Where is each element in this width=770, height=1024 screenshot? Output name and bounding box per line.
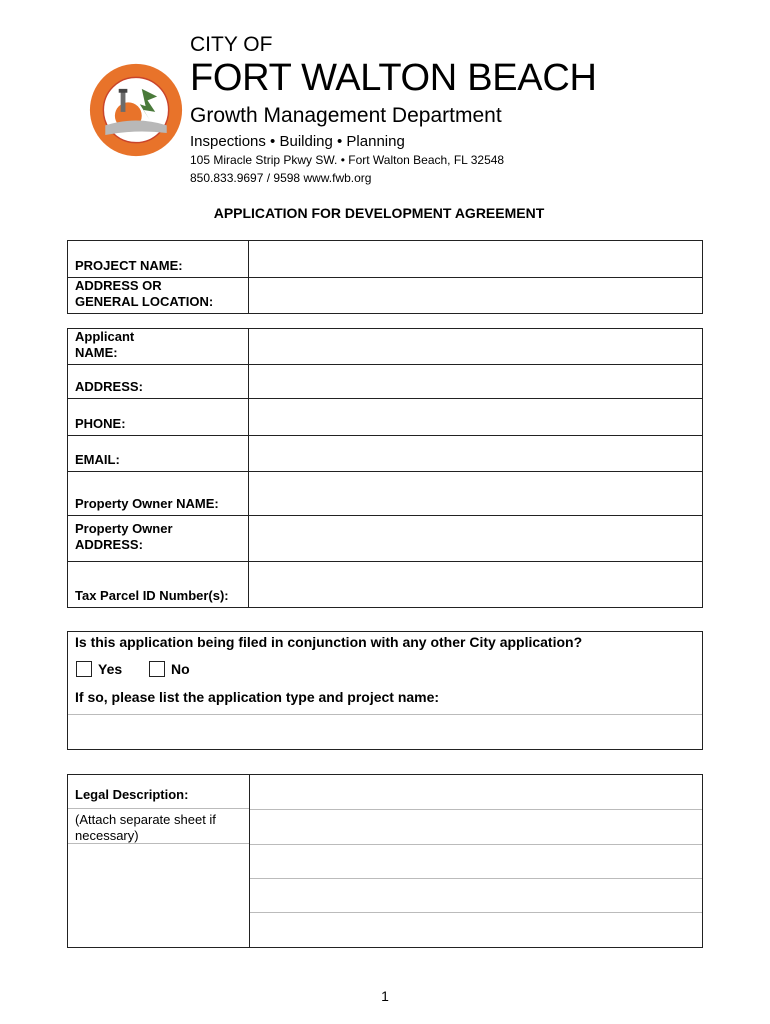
city-seal-logo bbox=[88, 62, 184, 158]
applicant-name-label: Applicant NAME: bbox=[68, 329, 249, 365]
form-title: APPLICATION FOR DEVELOPMENT AGREEMENT bbox=[213, 205, 545, 221]
legal-description-label: Legal Description: bbox=[75, 787, 189, 802]
address-location-label: ADDRESS OR GENERAL LOCATION: bbox=[68, 278, 249, 314]
conjunction-section bbox=[67, 631, 703, 750]
no-label: No bbox=[171, 661, 190, 677]
tax-parcel-field[interactable] bbox=[249, 562, 703, 608]
yes-option[interactable] bbox=[76, 661, 122, 677]
owner-name-label: Property Owner NAME: bbox=[68, 472, 249, 516]
conjunction-question: Is this application being filed in conjunction with any other City application? bbox=[75, 634, 583, 650]
yes-checkbox[interactable] bbox=[76, 661, 92, 677]
contact-line: 850.833.9697 / 9598 www.fwb.org bbox=[190, 171, 372, 185]
project-name-field[interactable] bbox=[249, 241, 703, 278]
divider bbox=[68, 808, 249, 809]
department-name: Growth Management Department bbox=[190, 104, 502, 127]
phone-label: PHONE: bbox=[68, 399, 249, 436]
no-checkbox[interactable] bbox=[149, 661, 165, 677]
no-option[interactable] bbox=[149, 661, 190, 677]
legal-label-column bbox=[68, 775, 250, 947]
owner-address-field[interactable] bbox=[249, 516, 703, 562]
conjunction-answer-field[interactable] bbox=[68, 714, 702, 749]
page-number: 1 bbox=[381, 988, 389, 1004]
applicant-address-label: ADDRESS: bbox=[68, 365, 249, 399]
email-label: EMAIL: bbox=[68, 436, 249, 472]
project-name-label: PROJECT NAME: bbox=[68, 241, 249, 278]
legal-description-note: (Attach separate sheet if necessary) bbox=[75, 812, 216, 843]
city-name: FORT WALTON BEACH bbox=[190, 57, 597, 99]
divider bbox=[68, 843, 249, 844]
project-table bbox=[67, 240, 703, 314]
owner-name-field[interactable] bbox=[249, 472, 703, 516]
phone-field[interactable] bbox=[249, 399, 703, 436]
email-field[interactable] bbox=[249, 436, 703, 472]
divisions-line: Inspections • Building • Planning bbox=[190, 133, 405, 150]
city-of-label: CITY OF bbox=[190, 33, 273, 56]
legal-description-section bbox=[67, 774, 703, 948]
legal-description-field[interactable] bbox=[250, 775, 702, 947]
applicant-table bbox=[67, 328, 703, 608]
tax-parcel-label: Tax Parcel ID Number(s): bbox=[68, 562, 249, 608]
applicant-address-field[interactable] bbox=[249, 365, 703, 399]
yes-label: Yes bbox=[98, 661, 123, 677]
address-line: 105 Miracle Strip Pkwy SW. • Fort Walton Beach, FL 32548 bbox=[190, 153, 505, 167]
conjunction-followup: If so, please list the application type and project name: bbox=[75, 689, 440, 705]
address-location-field[interactable] bbox=[249, 278, 703, 314]
applicant-name-field[interactable] bbox=[249, 329, 703, 365]
owner-address-label: Property Owner ADDRESS: bbox=[68, 516, 249, 562]
